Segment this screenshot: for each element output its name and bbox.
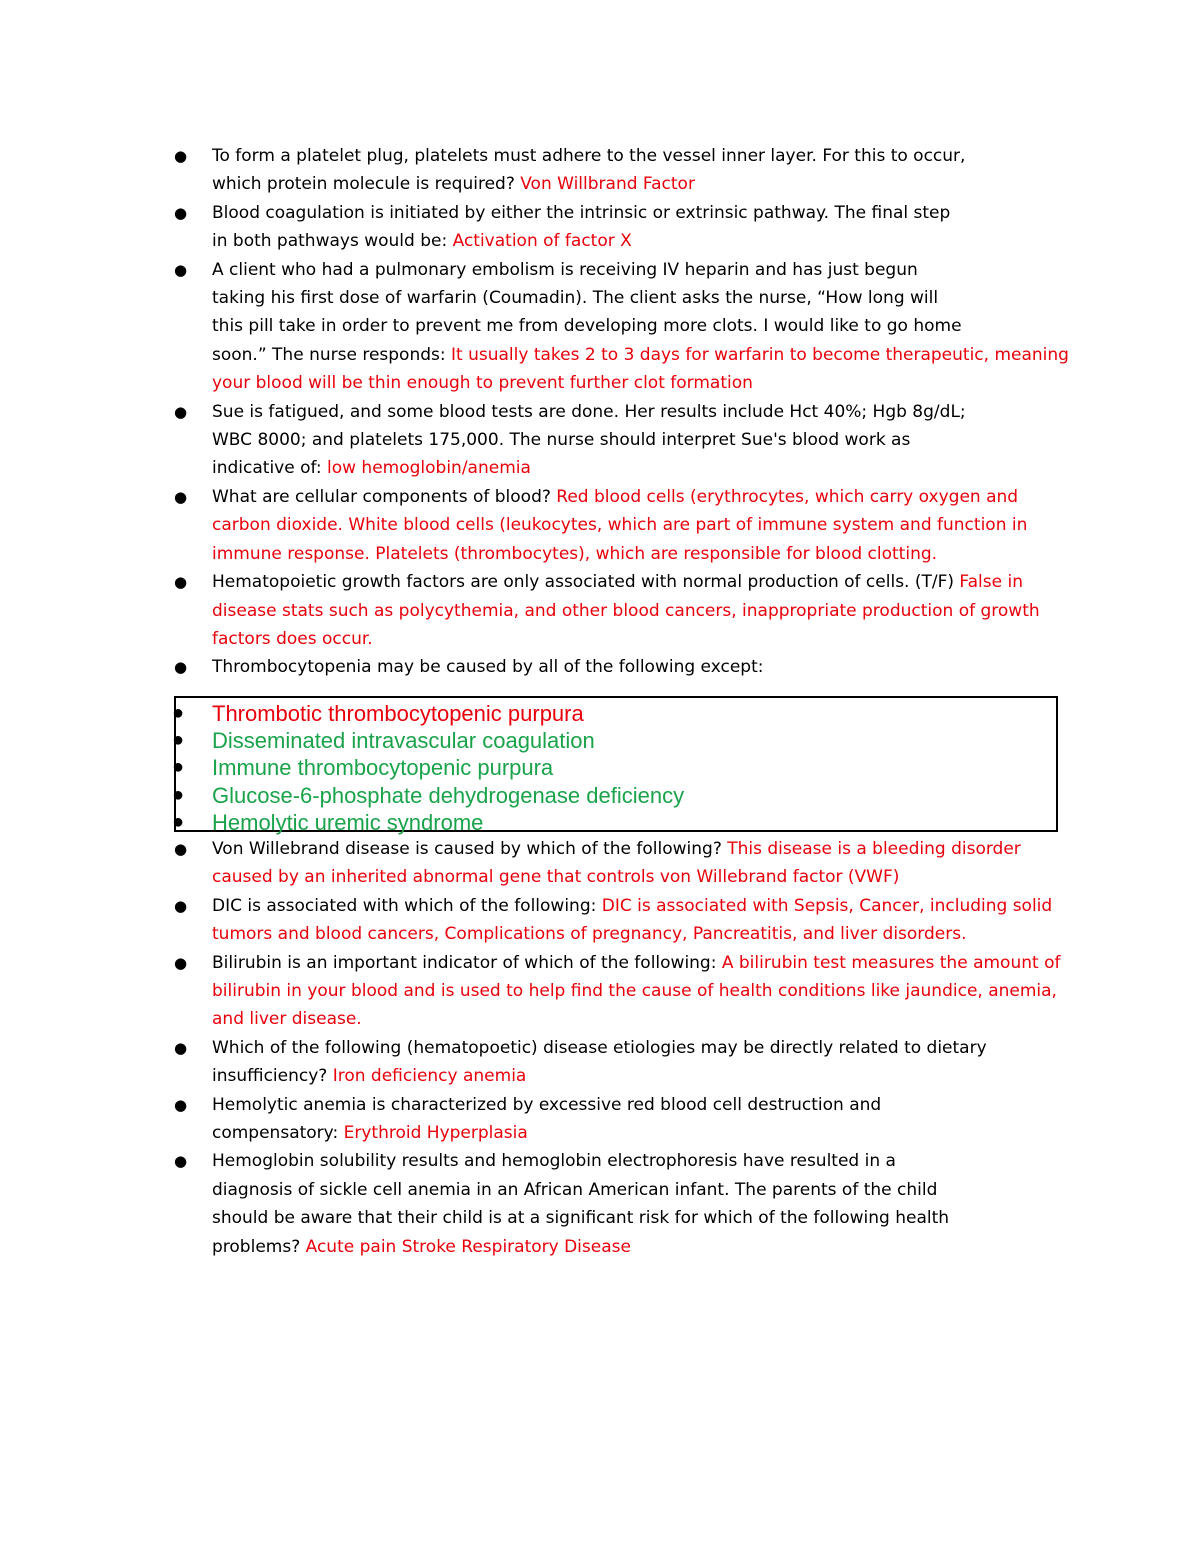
answer-text: It usually takes 2 to 3 days for warfarin to become therapeutic, meaning your blood will be thin enough to prevent further clot formation (212, 344, 1069, 394)
question-text: Von Willebrand disease is caused by which of the following? (212, 839, 728, 859)
answer-text: False in disease stats such as polycythemia, and other blood cancers, inappropriate production of growth factors does occur. (212, 572, 1040, 649)
answer-text: Red blood cells (erythrocytes, which carry oxygen and carbon dioxide. White blood cells (leukocytes, which are part of immune system and function in immune response. Platelets (thrombocytes), which are responsible for blood clotting. (212, 486, 1028, 564)
answer-text: Activation of factor X (452, 231, 632, 252)
option-label: Glucose-6-phosphate dehydrogenase deficiency (212, 782, 685, 808)
bullet-icon: ● (174, 953, 188, 972)
bullet-icon: ● (172, 783, 185, 806)
question-item (172, 199, 1072, 256)
options-box (172, 696, 1058, 835)
answer-text: Von Willbrand Factor (520, 174, 695, 195)
question-text: Bilirubin is an important indicator of which of the following: (212, 952, 722, 973)
answer-text: Erythroid Hyperplasia (343, 1123, 528, 1144)
question-text: DIC is associated with which of the following: (212, 895, 602, 916)
option-item (172, 754, 684, 781)
question-item (172, 568, 1072, 653)
bullet-icon: ● (174, 1152, 188, 1171)
question-item (172, 256, 1072, 398)
option-label: Hemolytic uremic syndrome (212, 809, 484, 835)
question-item (172, 483, 1072, 568)
bullet-icon: ● (174, 402, 188, 421)
question-text: Hemolytic anemia is characterized by excessive red blood cell destruction and compensatory: (212, 1094, 882, 1144)
question-item (172, 142, 1072, 199)
question-text: Hemoglobin solubility results and hemoglobin electrophoresis have resulted in a diagnosis of sickle cell anemia in an African American infant. The parents of the child should be aware that their child is at a significant risk for which of the following health problems? (212, 1151, 950, 1257)
bullet-icon: ● (174, 1095, 188, 1114)
question-list-part1 (172, 142, 1072, 682)
bullet-icon: ● (172, 729, 185, 752)
question-text: To form a platelet plug, platelets must adhere to the vessel inner layer. For this to occur, which protein molecule is required? (212, 146, 966, 195)
bullet-icon: ● (174, 487, 188, 506)
bullet-icon: ● (174, 573, 188, 592)
question-item (172, 653, 1072, 681)
answer-text: This disease is a bleeding disorder caused by an inherited abnormal gene that controls von Willebrand factor (VWF) (212, 839, 1021, 888)
question-item (172, 1091, 1072, 1148)
bullet-icon: ● (174, 1038, 188, 1057)
option-item (172, 809, 684, 836)
answer-text: Acute pain Stroke Respiratory Disease (305, 1236, 631, 1257)
question-text: Hematopoietic growth factors are only associated with normal production of cells. (T/F) (212, 572, 960, 593)
bullet-icon: ● (174, 203, 188, 222)
question-item (172, 398, 1072, 483)
question-text: Thrombocytopenia may be caused by all of the following except: (212, 657, 764, 678)
question-item (172, 1147, 1072, 1261)
question-text: A client who had a pulmonary embolism is receiving IV heparin and has just begun taking his first dose of warfarin (Coumadin). The client asks the nurse, “How long will this pill take in order to prevent me from developing more clots. I would like to go home soon.” The nurse responds: (212, 259, 962, 365)
option-item (172, 727, 684, 754)
option-item (172, 700, 684, 727)
question-item (172, 835, 1072, 892)
question-item (172, 892, 1072, 949)
bullet-icon: ● (174, 840, 188, 858)
bullet-icon: ● (174, 896, 188, 915)
question-text: Sue is fatigued, and some blood tests are done. Her results include Hct 40%; Hgb 8g/dL; WBC 8000; and platelets 175,000. The nurse should interpret Sue's blood work as indicative of: (212, 401, 966, 479)
question-text: What are cellular components of blood? (212, 486, 557, 507)
answer-text: low hemoglobin/anemia (327, 458, 531, 479)
option-item (172, 782, 685, 809)
question-text: Which of the following (hematopoetic) disease etiologies may be directly related to dietary insufficiency? (212, 1037, 987, 1087)
answer-text: A bilirubin test measures the amount of bilirubin in your blood and is used to help find the cause of health conditions like jaundice, anemia, and liver disease. (212, 952, 1061, 1030)
bullet-icon: ● (172, 702, 185, 724)
question-text: Blood coagulation is initiated by either the intrinsic or extrinsic pathway. The final step in both pathways would be: (212, 202, 951, 252)
bullet-icon: ● (174, 658, 188, 677)
answer-text: DIC is associated with Sepsis, Cancer, including solid tumors and blood cancers, Complications of pregnancy, Pancreatitis, and liver disorders. (212, 895, 1053, 945)
option-label: Disseminated intravascular coagulation (212, 728, 595, 754)
bullet-icon: ● (172, 810, 185, 833)
option-label: Thrombotic thrombocytopenic purpura (212, 701, 584, 726)
option-label: Immune thrombocytopenic purpura (212, 755, 554, 781)
question-item (172, 1034, 1072, 1091)
options-list (172, 700, 685, 836)
bullet-icon: ● (172, 756, 185, 779)
answer-text: Iron deficiency anemia (332, 1066, 527, 1087)
question-list-part2 (172, 835, 1072, 1261)
question-item (172, 949, 1072, 1034)
bullet-icon: ● (174, 260, 188, 279)
bullet-icon: ● (174, 147, 188, 165)
